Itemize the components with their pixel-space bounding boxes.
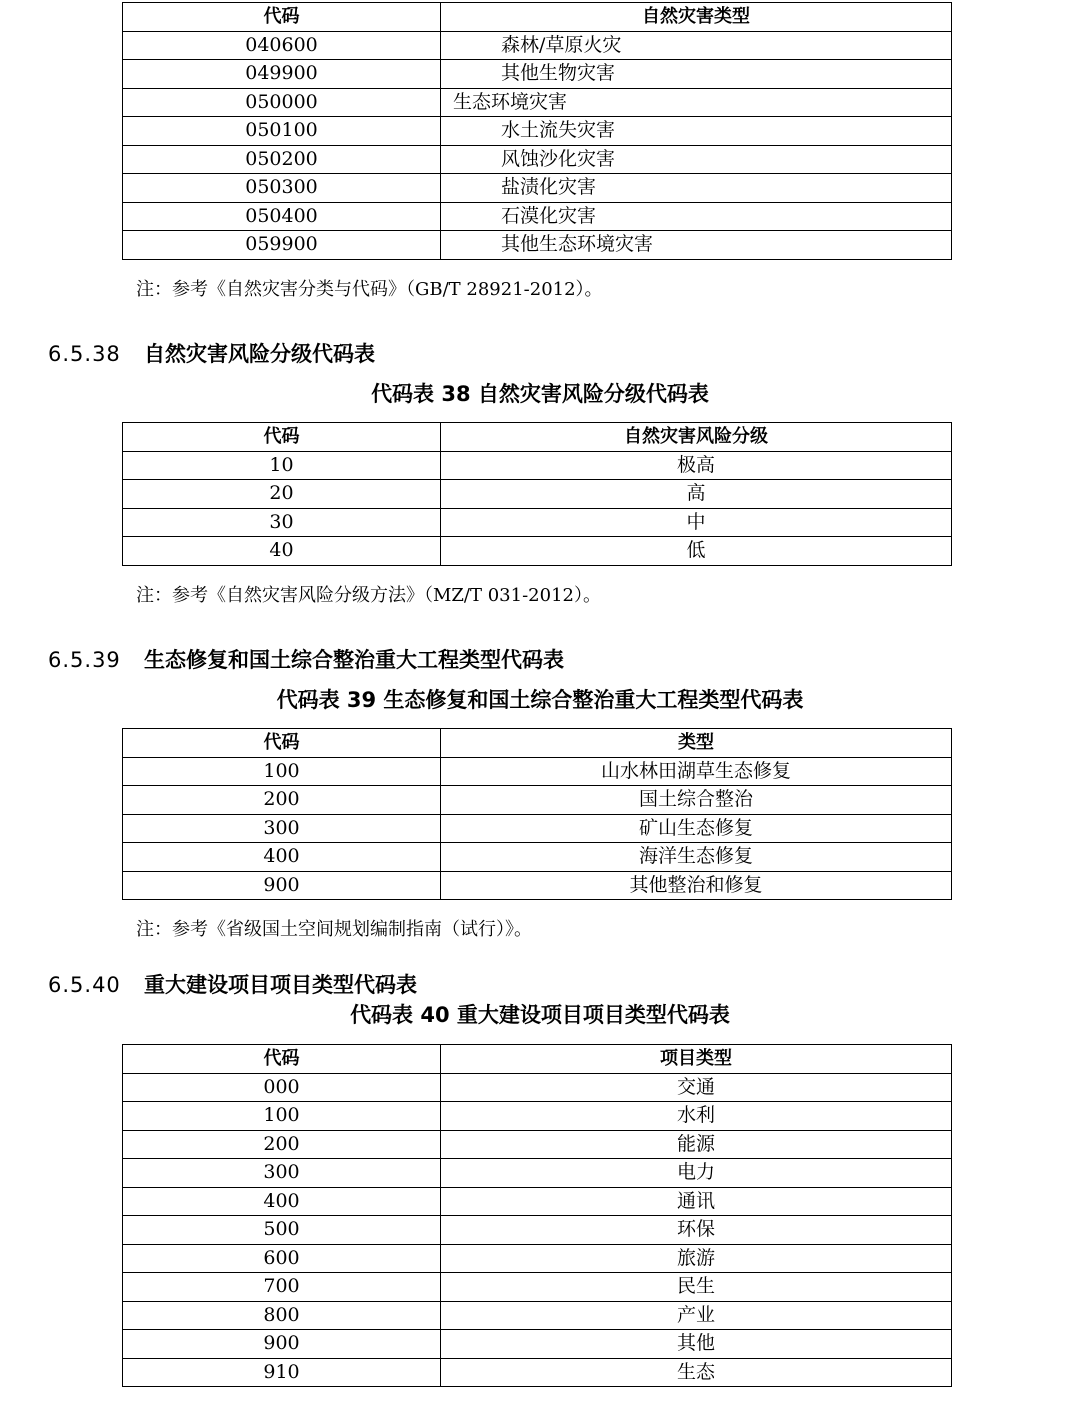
code-cell: 30 xyxy=(123,508,441,537)
table-row xyxy=(123,1358,952,1387)
header-code: 代码 xyxy=(123,3,441,32)
header-code: 代码 xyxy=(123,423,441,452)
table-row xyxy=(123,202,952,231)
name-cell: 电力 xyxy=(441,1159,952,1188)
name-cell: 其他整治和修复 xyxy=(441,871,952,900)
code-cell: 700 xyxy=(123,1273,441,1302)
table-row xyxy=(123,537,952,566)
table-body xyxy=(123,757,952,900)
table-38-note: 注：参考《自然灾害风险分级方法》（MZ/T 031-2012）。 xyxy=(136,585,601,606)
table-row xyxy=(123,1330,952,1359)
header-name: 项目类型 xyxy=(441,1045,952,1074)
table-body xyxy=(123,1073,952,1387)
table-row xyxy=(123,480,952,509)
header-name: 自然灾害风险分级 xyxy=(441,423,952,452)
table-header-row xyxy=(123,423,952,452)
table-row xyxy=(123,1273,952,1302)
header-code: 代码 xyxy=(123,729,441,758)
table-37-note: 注：参考《自然灾害分类与代码》（GB/T 28921-2012）。 xyxy=(136,279,603,300)
code-cell: 050300 xyxy=(123,174,441,203)
code-cell: 049900 xyxy=(123,60,441,89)
table-caption-39: 代码表 39 生态修复和国土综合整治重大工程类型代码表 xyxy=(276,688,804,712)
code-cell: 100 xyxy=(123,1102,441,1131)
table-row xyxy=(123,757,952,786)
table-row xyxy=(123,1301,952,1330)
code-cell: 050100 xyxy=(123,117,441,146)
code-cell: 900 xyxy=(123,871,441,900)
name-cell: 能源 xyxy=(441,1130,952,1159)
table-row xyxy=(123,1216,952,1245)
table-row xyxy=(123,231,952,260)
section-number: 6.5.39 xyxy=(48,648,121,672)
table-row xyxy=(123,814,952,843)
name-cell: 交通 xyxy=(441,1073,952,1102)
code-cell: 050000 xyxy=(123,88,441,117)
code-cell: 050400 xyxy=(123,202,441,231)
name-cell: 中 xyxy=(441,508,952,537)
table-row xyxy=(123,174,952,203)
code-cell: 000 xyxy=(123,1073,441,1102)
code-cell: 500 xyxy=(123,1216,441,1245)
name-cell: 石漠化灾害 xyxy=(441,202,952,231)
table-caption-38: 代码表 38 自然灾害风险分级代码表 xyxy=(371,382,709,406)
table-header-row xyxy=(123,729,952,758)
code-cell: 20 xyxy=(123,480,441,509)
code-cell: 300 xyxy=(123,814,441,843)
name-cell: 生态环境灾害 xyxy=(441,88,952,117)
name-cell: 盐渍化灾害 xyxy=(441,174,952,203)
table-row xyxy=(123,1073,952,1102)
table-37-continued xyxy=(122,2,952,260)
code-cell: 40 xyxy=(123,537,441,566)
section-title: 生态修复和国土综合整治重大工程类型代码表 xyxy=(144,648,564,672)
code-cell: 059900 xyxy=(123,231,441,260)
name-cell: 生态 xyxy=(441,1358,952,1387)
section-number: 6.5.40 xyxy=(48,973,121,997)
table-40 xyxy=(122,1044,952,1387)
header-name: 自然灾害类型 xyxy=(441,3,952,32)
name-cell: 其他生态环境灾害 xyxy=(441,231,952,260)
code-cell: 10 xyxy=(123,451,441,480)
table-row xyxy=(123,1130,952,1159)
name-cell: 矿山生态修复 xyxy=(441,814,952,843)
section-heading-40 xyxy=(48,969,417,999)
table-row xyxy=(123,843,952,872)
code-cell: 400 xyxy=(123,843,441,872)
name-cell: 其他 xyxy=(441,1330,952,1359)
table-body xyxy=(123,31,952,259)
table-row xyxy=(123,88,952,117)
name-cell: 风蚀沙化灾害 xyxy=(441,145,952,174)
code-cell: 800 xyxy=(123,1301,441,1330)
name-cell: 民生 xyxy=(441,1273,952,1302)
section-number: 6.5.38 xyxy=(48,342,121,366)
name-cell: 环保 xyxy=(441,1216,952,1245)
table-row xyxy=(123,786,952,815)
code-cell: 400 xyxy=(123,1187,441,1216)
name-cell: 森林/草原火灾 xyxy=(441,31,952,60)
table-row xyxy=(123,451,952,480)
code-cell: 900 xyxy=(123,1330,441,1359)
name-cell: 海洋生态修复 xyxy=(441,843,952,872)
table-row xyxy=(123,871,952,900)
table-row xyxy=(123,117,952,146)
table-39-note: 注：参考《省级国土空间规划编制指南（试行）》。 xyxy=(136,919,532,940)
name-cell: 极高 xyxy=(441,451,952,480)
section-heading-38 xyxy=(48,338,375,368)
table-row xyxy=(123,145,952,174)
code-cell: 050200 xyxy=(123,145,441,174)
table-row xyxy=(123,1187,952,1216)
table-row xyxy=(123,1159,952,1188)
name-cell: 低 xyxy=(441,537,952,566)
code-cell: 600 xyxy=(123,1244,441,1273)
table-39 xyxy=(122,728,952,900)
section-title: 自然灾害风险分级代码表 xyxy=(144,342,375,366)
table-row xyxy=(123,508,952,537)
table-row xyxy=(123,1244,952,1273)
table-caption-40: 代码表 40 重大建设项目项目类型代码表 xyxy=(350,1003,730,1027)
name-cell: 旅游 xyxy=(441,1244,952,1273)
table-38 xyxy=(122,422,952,566)
code-cell: 300 xyxy=(123,1159,441,1188)
name-cell: 其他生物灾害 xyxy=(441,60,952,89)
table-row xyxy=(123,1102,952,1131)
code-cell: 040600 xyxy=(123,31,441,60)
name-cell: 高 xyxy=(441,480,952,509)
table-body xyxy=(123,451,952,565)
name-cell: 国土综合整治 xyxy=(441,786,952,815)
table-header-row xyxy=(123,3,952,32)
name-cell: 通讯 xyxy=(441,1187,952,1216)
table-header-row xyxy=(123,1045,952,1074)
header-code: 代码 xyxy=(123,1045,441,1074)
name-cell: 水利 xyxy=(441,1102,952,1131)
code-cell: 910 xyxy=(123,1358,441,1387)
name-cell: 水土流失灾害 xyxy=(441,117,952,146)
code-cell: 200 xyxy=(123,786,441,815)
section-heading-39 xyxy=(48,644,564,674)
name-cell: 产业 xyxy=(441,1301,952,1330)
table-row xyxy=(123,60,952,89)
code-cell: 100 xyxy=(123,757,441,786)
header-name: 类型 xyxy=(441,729,952,758)
code-cell: 200 xyxy=(123,1130,441,1159)
table-row xyxy=(123,31,952,60)
section-title: 重大建设项目项目类型代码表 xyxy=(144,973,417,997)
name-cell: 山水林田湖草生态修复 xyxy=(441,757,952,786)
